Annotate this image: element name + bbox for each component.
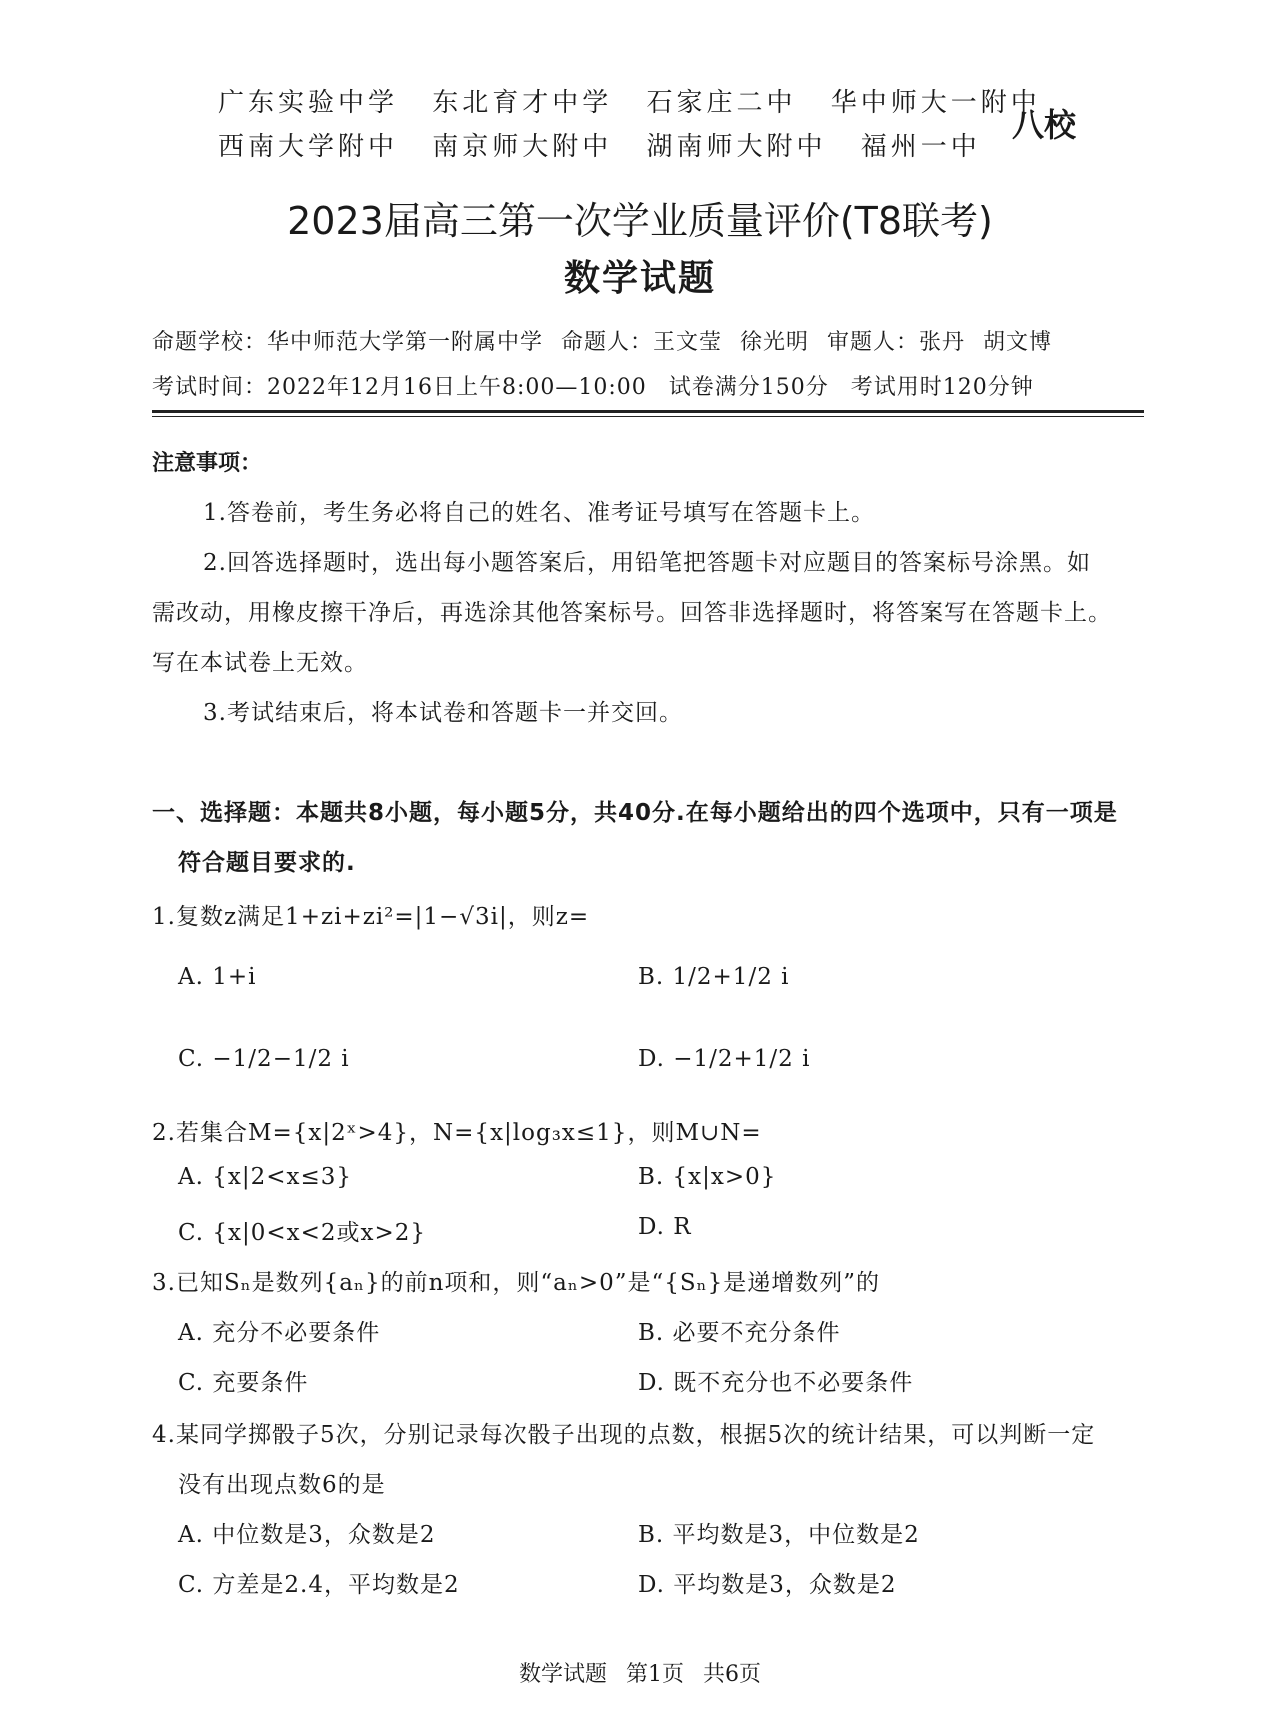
- notice-item-2-cont: 需改动，用橡皮擦干净后，再选涂其他答案标号。回答非选择题时，将答案写在答题卡上。: [152, 600, 1112, 626]
- question-3-option-b: B. 必要不充分条件: [638, 1320, 841, 1346]
- question-1-stem: 1.复数z满足1+zi+zi²=|1−√3i|，则z=: [152, 904, 590, 930]
- question-1-option-b: B. 1/2+1/2 i: [638, 964, 790, 990]
- header-rule-thin: [152, 416, 1144, 417]
- notice-heading: 注意事项：: [152, 451, 263, 476]
- question-4-option-a: A. 中位数是3，众数是2: [178, 1522, 436, 1548]
- question-4-option-c: C. 方差是2.4，平均数是2: [178, 1572, 460, 1598]
- question-1-option-c: C. −1/2−1/2 i: [178, 1046, 350, 1072]
- exam-title: 2023届高三第一次学业质量评价(T8联考): [287, 199, 993, 243]
- section-1-heading: 一、选择题：本题共8小题，每小题5分，共40分.在每小题给出的四个选项中，只有一项是: [152, 800, 1118, 826]
- exam-meta-time: 考试时间：2022年12月16日上午8:00—10:00 试卷满分150分 考试用时120分钟: [152, 375, 1034, 400]
- question-1-option-a: A. 1+i: [178, 964, 257, 990]
- page-footer: 数学试题 第1页 共6页: [519, 1662, 761, 1687]
- notice-item-1: 1.答卷前，考生务必将自己的姓名、准考证号填写在答题卡上。: [203, 500, 875, 526]
- question-3-stem: 3.已知Sₙ是数列{aₙ}的前n项和，则“aₙ>0”是“{Sₙ}是递增数列”的: [152, 1270, 880, 1296]
- notice-item-2-cont-2: 写在本试卷上无效。: [152, 650, 368, 676]
- school-list-row-2: 西南大学附中 南京师大附中 湖南师大附中 福州一中: [218, 132, 981, 162]
- alliance-badge: 八校: [1012, 106, 1077, 144]
- question-2-option-c: C. {x|0<x<2或x>2}: [178, 1220, 427, 1246]
- question-2-stem: 2.若集合M={x|2ˣ>4}，N={x|log₃x≤1}，则M∪N=: [152, 1120, 762, 1146]
- question-3-option-d: D. 既不充分也不必要条件: [638, 1370, 914, 1396]
- question-3-option-a: A. 充分不必要条件: [178, 1320, 381, 1346]
- question-4-option-b: B. 平均数是3，中位数是2: [638, 1522, 920, 1548]
- school-list-row-1: 广东实验中学 东北育才中学 石家庄二中 华中师大一附中: [218, 88, 1041, 118]
- question-1-option-d: D. −1/2+1/2 i: [638, 1046, 811, 1072]
- question-4-option-d: D. 平均数是3，众数是2: [638, 1572, 897, 1598]
- notice-item-3: 3.考试结束后，将本试卷和答题卡一并交回。: [203, 700, 683, 726]
- question-4-stem-cont: 没有出现点数6的是: [178, 1472, 386, 1498]
- section-1-heading-cont: 符合题目要求的.: [178, 850, 356, 876]
- exam-subtitle: 数学试题: [563, 258, 716, 299]
- header-rule-thick: [152, 410, 1144, 413]
- question-2-option-a: A. {x|2<x≤3}: [178, 1164, 352, 1190]
- question-2-option-b: B. {x|x>0}: [638, 1164, 777, 1190]
- question-3-option-c: C. 充要条件: [178, 1370, 309, 1396]
- question-2-option-d: D. R: [638, 1214, 692, 1240]
- question-4-stem: 4.某同学掷骰子5次，分别记录每次骰子出现的点数，根据5次的统计结果，可以判断一定: [152, 1422, 1096, 1448]
- exam-meta-authors: 命题学校：华中师范大学第一附属中学 命题人：王文莹 徐光明 审题人：张丹 胡文博: [152, 330, 1052, 355]
- notice-item-2: 2.回答选择题时，选出每小题答案后，用铅笔把答题卡对应题目的答案标号涂黑。如: [203, 550, 1091, 576]
